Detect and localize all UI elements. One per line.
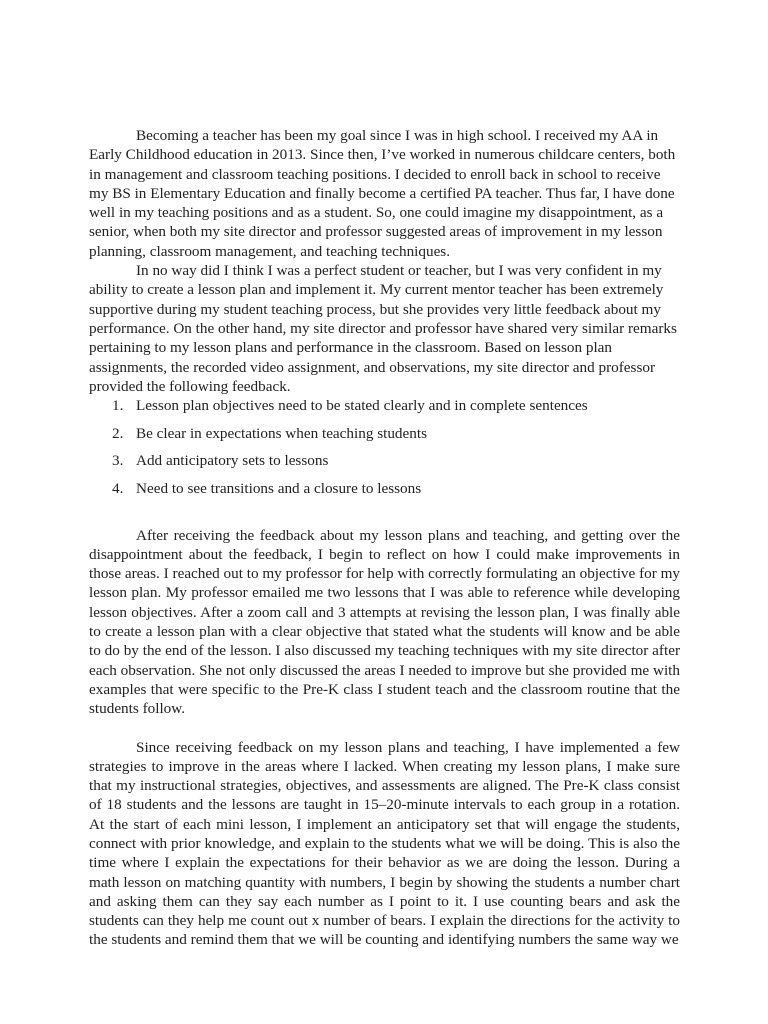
list-item-number: 3. [112,452,124,470]
list-item-number: 4. [112,479,124,497]
paragraph-reflection: After receiving the feedback about my lesson plans and teaching, and getting over the disappointment about the feedback, I begin to reflect on how I could make improvements in those areas. I reached out to my professor for help with correctly formulating an objective for my lesson plan. My professor emailed me two lessons that I was able to reference while developing lesson objectives. After a zoom call and 3 attempts at revising the lesson plan, I was finally able to create a lesson plan with a clear objective that stated what the students will know and be able to do by the end of the lesson. I also discussed my teaching techniques with my site director after each observation. She not only discussed the areas I needed to improve but she provided me with examples that were specific to the Pre-K class I student teach and the classroom routine that the students follow. [89,526,680,718]
list-item-text: Need to see transitions and a closure to lessons [136,479,422,497]
feedback-list [89,396,680,506]
list-item [89,451,680,479]
paragraph-strategies: Since receiving feedback on my lesson plans and teaching, I have implemented a few strategies to improve in the areas where I lacked. When creating my lesson plans, I make sure that my instructional strategies, objectives, and assessments are aligned. The Pre-K class consist of 18 students and the lessons are taught in 15–20-minute intervals to each group in a rotation. At the start of each mini lesson, I implement an anticipatory set that will engage the students, connect with prior knowledge, and explain to the students what we will be doing. This is also the time where I explain the expectations for their behavior as we are doing the lesson. During a math lesson on matching quantity with numbers, I begin by showing the students a number chart and asking them can they say each number as I point to it. I use counting bears and ask the students can they help me count out x number of bears. I explain the directions for the activity to the students and remind them that we will be counting and identifying numbers the same way we [89,738,680,949]
list-item-number: 1. [112,397,124,415]
list-item-number: 2. [112,424,124,442]
paragraph-confidence: In no way did I think I was a perfect student or teacher, but I was very confident in my ability to create a lesson plan and implement it. My current mentor teacher has been extremely supportive during my student teaching process, but she provides very little feedback about my performance. On the other hand, my site director and professor have shared very similar remarks pertaining to my lesson plans and performance in the classroom. Based on lesson plan assignments, the recorded video assignment, and observations, my site director and professor provided the following feedback. [89,262,677,395]
list-item [89,396,680,424]
paragraph-goal: Becoming a teacher has been my goal since I was in high school. I received my AA in Early Childhood education in 2013. Since then, I’ve worked in numerous childcare centers, both in management and classroom teaching positions. I decided to enroll back in school to receive my BS in Elementary Education and finally become a certified PA teacher. Thus far, I have done well in my teaching positions and as a student. So, one could imagine my disappointment, as a senior, when both my site director and professor suggested areas of improvement in my lesson planning, classroom management, and teaching techniques. [89,127,676,260]
list-item-text: Add anticipatory sets to lessons [136,452,329,470]
list-item [89,424,680,452]
feedback-list-container [89,396,680,506]
document-body [89,126,680,950]
list-item-text: Lesson plan objectives need to be stated clearly and in complete sentences [136,397,588,415]
list-item [89,479,680,507]
list-item-text: Be clear in expectations when teaching students [136,424,427,442]
